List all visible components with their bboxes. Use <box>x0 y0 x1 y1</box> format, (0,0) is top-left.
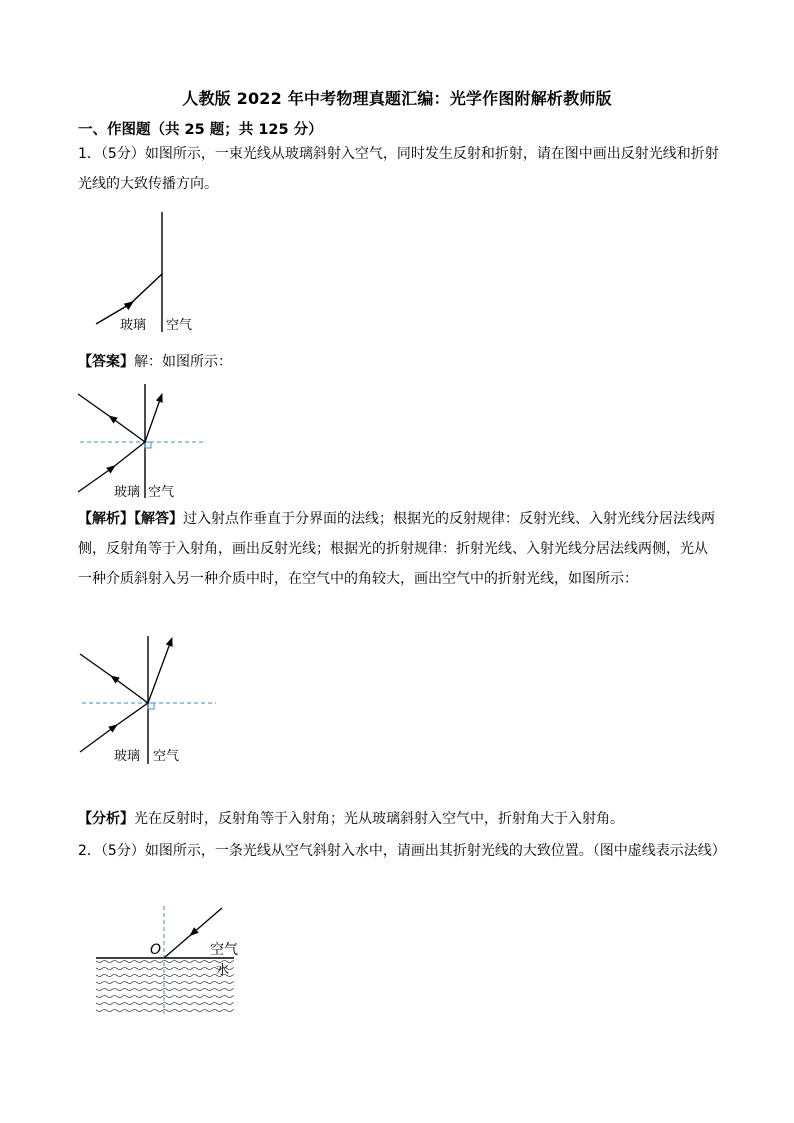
fenxi-text: 光在反射时，反射角等于入射角；光从玻璃斜射入空气中，折射角大于入射角。 <box>134 811 624 827</box>
label-glass: 玻璃 <box>114 485 141 500</box>
analysis-figure <box>76 632 226 768</box>
label-o: O <box>150 942 162 958</box>
reflected-ray <box>78 394 145 442</box>
analysis-tag: 【解析】 <box>78 511 134 527</box>
incident-ray <box>96 274 162 324</box>
question-2-text: 2．（5分）如图所示，一条光线从空气斜射入水中，请画出其折射光线的大致位置。（图中虚线表示法线） <box>78 843 726 859</box>
analysis-paragraph <box>78 504 720 594</box>
label-glass: 玻璃 <box>120 318 147 333</box>
page-title: 人教版 2022 年中考物理真题汇编：光学作图附解析教师版 <box>182 89 612 108</box>
question-1-text: 1．（5分）如图所示，一束光线从玻璃斜射入空气，同时发生反射和折射，请在图中画出反射光线和折射光线的大致传播方向。 <box>78 146 719 192</box>
section-heading: 一、作图题（共 25 题；共 125 分） <box>78 122 323 138</box>
answer-figure <box>74 380 214 500</box>
answer-text: 解：如图所示： <box>134 354 232 370</box>
label-air: 空气 <box>153 749 180 764</box>
right-angle-mark <box>148 703 154 709</box>
label-air: 空气 <box>210 942 238 958</box>
refracted-ray <box>148 638 172 703</box>
answer-tag: 【答案】 <box>78 354 134 370</box>
analysis-text: 过入射点作垂直于分界面的法线；根据光的反射规律：反射光线、入射光线分居法线两侧，反射角等于入射角，画出反射光线；根据光的折射规律：折射光线、入射光线分居法线两侧，光从一种介质斜射入另一种介质中时，在空气中的角较大，画出空气中的折射光线，如图所示： <box>78 511 715 587</box>
label-water: 水 <box>216 963 230 978</box>
label-air: 空气 <box>166 318 193 333</box>
fenxi-line <box>78 804 720 834</box>
refracted-ray <box>145 394 162 442</box>
label-glass: 玻璃 <box>114 749 141 764</box>
reflected-ray <box>80 654 148 703</box>
answer-line <box>78 347 720 377</box>
water-region <box>96 960 234 1014</box>
solution-tag: 【解答】 <box>134 511 183 527</box>
question-1-figure <box>90 208 210 338</box>
question-2-figure <box>92 902 252 1018</box>
right-angle-mark <box>145 442 151 448</box>
incident-ray <box>80 703 148 752</box>
fenxi-tag: 【分析】 <box>78 811 134 827</box>
label-air: 空气 <box>148 485 175 500</box>
